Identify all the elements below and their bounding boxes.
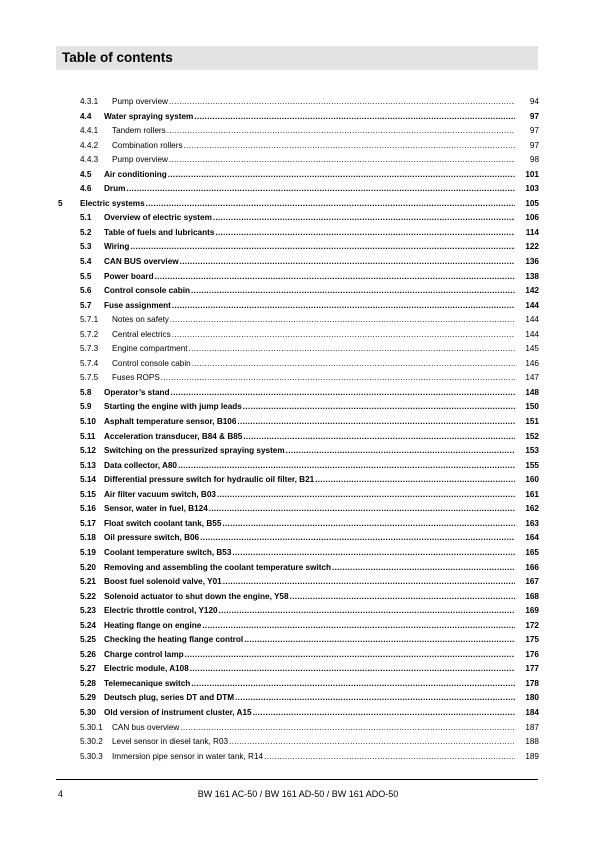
toc-entry-line (104, 284, 539, 299)
toc-entry-title: Electric module, A108 (104, 664, 189, 674)
toc-entry-page: 172 (525, 620, 539, 630)
toc-entry-number: 5.27 (80, 664, 96, 674)
toc-entry-number: 5.1 (80, 213, 92, 223)
toc-entry[interactable] (0, 473, 596, 488)
toc-entry-page: 144 (525, 329, 539, 339)
toc-leader-dots (171, 386, 515, 401)
toc-entry-title: Pump overview (112, 155, 168, 165)
toc-entry[interactable] (0, 430, 596, 445)
header-bar (56, 46, 538, 70)
toc-leader-dots (232, 546, 515, 561)
toc-entry-number: 5.4 (80, 257, 92, 267)
toc-leader-dots (243, 400, 515, 415)
toc-entry[interactable] (0, 153, 596, 168)
toc-entry-line (104, 546, 539, 561)
toc-entry-line (112, 371, 539, 386)
toc-entry-line (104, 633, 539, 648)
toc-entry-number: 5.7.5 (80, 373, 99, 383)
toc-entry-page: 188 (525, 737, 539, 747)
toc-entry-line (104, 270, 539, 285)
toc-entry[interactable] (0, 124, 596, 139)
toc-entry-line (112, 328, 539, 343)
toc-leader-dots (130, 240, 515, 255)
toc-leader-dots (286, 444, 515, 459)
toc-leader-dots (172, 328, 515, 343)
toc-entry-page: 168 (525, 591, 539, 601)
toc-entry-number: 4.4.1 (80, 126, 99, 136)
toc-leader-dots (290, 590, 515, 605)
toc-entry-title: Air filter vacuum switch, B03 (104, 489, 216, 499)
toc-entry-title: Tandem rollers (112, 126, 166, 136)
toc-entry[interactable] (0, 531, 596, 546)
toc-entry-line (104, 168, 539, 183)
toc-entry-line (104, 561, 539, 576)
toc-leader-dots (235, 691, 515, 706)
toc-entry[interactable] (0, 342, 596, 357)
toc-entry-number: 5.12 (80, 446, 96, 456)
toc-entry-number: 5.10 (80, 417, 96, 427)
toc-entry-title: Checking the heating flange control (104, 635, 244, 645)
toc-entry-line (104, 400, 539, 415)
toc-entry-title: Level sensor in diesel tank, R03 (112, 737, 229, 747)
toc-entry-number: 5.23 (80, 606, 96, 616)
toc-entry-title: Pump overview (112, 97, 168, 106)
toc-entry-line (104, 575, 539, 590)
toc-entry-page: 153 (525, 446, 539, 456)
toc-entry-title: Immersion pipe sensor in water tank, R14 (112, 751, 264, 761)
toc-entry-number: 4.3.1 (80, 97, 99, 106)
toc-entry-title: Asphalt temperature sensor, B106 (104, 417, 237, 427)
toc-entry-title: Control console cabin (104, 286, 190, 296)
toc-entry-number: 5.7 (80, 300, 92, 310)
toc-entry-title: Fuse assignment (104, 300, 171, 310)
toc-entry-line (112, 357, 539, 372)
toc-entry-page: 97 (529, 140, 539, 150)
toc-entry-line (104, 459, 539, 474)
toc-leader-dots (169, 153, 515, 168)
toc-entry-title: Electric systems (80, 198, 145, 208)
toc-entry[interactable] (0, 604, 596, 619)
toc-entry-title: Electric throttle control, Y120 (104, 606, 218, 616)
toc-entry-title: Boost fuel solenoid valve, Y01 (104, 577, 222, 587)
toc-entry-number: 5.2 (80, 227, 92, 237)
toc-entry[interactable] (0, 691, 596, 706)
toc-entry-page: 150 (525, 402, 539, 412)
toc-entry-line (104, 604, 539, 619)
toc-entry-number: 5.19 (80, 547, 96, 557)
toc-entry-title: Old version of instrument cluster, A15 (104, 707, 252, 717)
toc-leader-dots (192, 357, 515, 372)
toc-entry-number: 4.5 (80, 169, 92, 179)
toc-entry-title: Acceleration transducer, B84 & B85 (104, 431, 243, 441)
toc-entry-number: 5.6 (80, 286, 92, 296)
toc-entry-page: 187 (525, 722, 539, 732)
toc-entry[interactable] (0, 459, 596, 474)
toc-leader-dots (180, 721, 515, 736)
toc-leader-dots (213, 211, 515, 226)
toc-leader-dots (217, 488, 515, 503)
toc-leader-dots (194, 110, 515, 125)
toc-entry-page: 161 (525, 489, 539, 499)
toc-entry[interactable] (0, 488, 596, 503)
toc-leader-dots (191, 284, 515, 299)
toc-leader-dots (185, 648, 515, 663)
toc-entry[interactable] (0, 502, 596, 517)
toc-leader-dots (167, 124, 515, 139)
toc-entry[interactable] (0, 517, 596, 532)
toc-entry[interactable] (0, 546, 596, 561)
toc-entry[interactable] (0, 371, 596, 386)
toc-leader-dots (161, 371, 515, 386)
toc-entry-page: 164 (525, 533, 539, 543)
toc-leader-dots (332, 561, 515, 576)
toc-entry-title: Drum (104, 184, 126, 194)
toc-entry-line (112, 313, 539, 328)
toc-entry-page: 151 (525, 417, 539, 427)
toc-entry-page: 138 (525, 271, 539, 281)
toc-entry-page: 177 (525, 664, 539, 674)
toc-entry[interactable] (0, 255, 596, 270)
toc-leader-dots (223, 575, 515, 590)
toc-entry-title: Air conditioning (104, 169, 167, 179)
toc-entry[interactable] (0, 226, 596, 241)
toc-entry-line (104, 444, 539, 459)
toc-entry[interactable] (0, 633, 596, 648)
toc-entry-number: 5.24 (80, 620, 96, 630)
toc-entry-number: 5.11 (80, 431, 96, 441)
toc-entry-title: Coolant temperature switch, B53 (104, 547, 232, 557)
toc-entry-title: Removing and assembling the coolant temperature switch (104, 562, 332, 572)
toc-leader-dots (172, 299, 515, 314)
toc-entry-page: 169 (525, 606, 539, 616)
toc-entry-line (112, 153, 539, 168)
toc-entry-line (104, 619, 539, 634)
toc-entry-number: 5.25 (80, 635, 96, 645)
toc-entry-line (112, 342, 539, 357)
toc-entry[interactable] (0, 619, 596, 634)
toc-leader-dots (189, 342, 515, 357)
toc-entry-number: 5.30 (80, 707, 96, 717)
toc-entry-number: 5.30.3 (80, 751, 103, 761)
toc-entry-page: 148 (525, 387, 539, 397)
toc-entry[interactable] (0, 590, 596, 605)
toc-leader-dots (155, 270, 515, 285)
toc-entry-line (104, 590, 539, 605)
toc-leader-dots (209, 502, 515, 517)
toc-entry-number: 5.18 (80, 533, 96, 543)
toc-entry-title: Overview of electric system (104, 213, 212, 223)
toc-entry-title: Central electrics (112, 329, 171, 339)
toc-entry-number: 5.7.1 (80, 315, 99, 325)
toc-entry-title: Sensor, water in fuel, B124 (104, 504, 208, 514)
toc-entry-title: Starting the engine with jump leads (104, 402, 242, 412)
toc-leader-dots (126, 182, 515, 197)
toc-leader-dots (178, 459, 515, 474)
toc-entry[interactable] (0, 735, 596, 750)
footer-page-number: 4 (58, 789, 64, 799)
toc-entry-number: 5.26 (80, 649, 96, 659)
toc-leader-dots (202, 619, 515, 634)
toc-entry[interactable] (0, 721, 596, 736)
toc-entry[interactable] (0, 444, 596, 459)
toc-entry-page: 98 (529, 155, 539, 165)
toc-entry-line (112, 95, 539, 110)
toc-entry-page: 166 (525, 562, 539, 572)
toc-entry-title: Engine compartment (112, 344, 188, 354)
toc-entry-number: 5.13 (80, 460, 96, 470)
toc-entry-page: 160 (525, 475, 539, 485)
toc-leader-dots (191, 677, 515, 692)
toc-leader-dots (184, 139, 515, 154)
toc-entry[interactable] (0, 400, 596, 415)
toc-entry-number: 5.7.2 (80, 329, 99, 339)
toc-entry-line (112, 735, 539, 750)
toc-entry-line (80, 197, 539, 212)
toc-entry-number: 5.28 (80, 678, 96, 688)
toc-leader-dots (180, 255, 515, 270)
toc-entry-page: 144 (525, 315, 539, 325)
toc-entry-number: 5 (58, 198, 63, 208)
toc-entry-number: 4.4.2 (80, 140, 99, 150)
toc-entry-line (104, 662, 539, 677)
toc-entry[interactable] (0, 110, 596, 125)
toc-leader-dots (222, 517, 515, 532)
toc-entry-page: 144 (525, 300, 539, 310)
toc-entry-page: 189 (525, 751, 539, 761)
toc-entry-title: Water spraying system (104, 111, 194, 121)
toc-entry-page: 178 (525, 678, 539, 688)
toc-entry-title: CAN BUS overview (104, 257, 179, 267)
toc-entry[interactable] (0, 240, 596, 255)
toc-entry-number: 5.15 (80, 489, 96, 499)
toc-entry-page: 145 (525, 344, 539, 354)
toc-leader-dots (264, 750, 515, 765)
toc-entry-line (104, 677, 539, 692)
toc-entry-title: Notes on safety (112, 315, 169, 325)
toc-entry-page: 180 (525, 693, 539, 703)
toc-entry-page: 175 (525, 635, 539, 645)
toc-entry-title: Differential pressure switch for hydraulic oil filter, B21 (104, 475, 315, 485)
toc-entry-line (104, 502, 539, 517)
toc-entry-page: 122 (525, 242, 539, 252)
toc-entry-line (112, 750, 539, 765)
toc-entry-line (104, 430, 539, 445)
toc-entry-number: 5.14 (80, 475, 96, 485)
toc-entry-line (104, 226, 539, 241)
toc-entry[interactable] (0, 182, 596, 197)
toc-entry[interactable] (0, 561, 596, 576)
toc-leader-dots (215, 226, 515, 241)
toc-entry[interactable] (0, 168, 596, 183)
toc-entry-page: 103 (525, 184, 539, 194)
toc-leader-dots (168, 168, 515, 183)
toc-entry-number: 5.29 (80, 693, 96, 703)
toc-entry-line (104, 211, 539, 226)
toc-entry-title: Solenoid actuator to shut down the engine, Y58 (104, 591, 289, 601)
toc-entry-line (104, 648, 539, 663)
toc-entry-page: 106 (525, 213, 539, 223)
toc-entry-line (104, 531, 539, 546)
toc-entry[interactable] (0, 386, 596, 401)
toc-entry-page: 152 (525, 431, 539, 441)
toc-entry-line (112, 721, 539, 736)
page-title: Table of contents (62, 50, 173, 65)
toc-entry-title: Control console cabin (112, 358, 191, 368)
toc-entry-page: 142 (525, 286, 539, 296)
toc-entry-page: 94 (529, 97, 539, 106)
toc-leader-dots (146, 197, 515, 212)
toc-leader-dots (243, 430, 515, 445)
footer-divider (56, 779, 538, 780)
toc-entry-title: Deutsch plug, series DT and DTM (104, 693, 235, 703)
toc-entry-number: 5.20 (80, 562, 96, 572)
toc-entry-title: Heating flange on engine (104, 620, 202, 630)
toc-entry-line (104, 182, 539, 197)
toc-entry-line (104, 517, 539, 532)
toc-entry-page: 176 (525, 649, 539, 659)
toc-entry-title: Power board (104, 271, 154, 281)
toc-entry-page: 184 (525, 707, 539, 717)
toc-entry-number: 5.30.1 (80, 722, 103, 732)
toc-entry-number: 4.4 (80, 111, 92, 121)
toc-entry-page: 114 (525, 227, 539, 237)
toc-leader-dots (169, 95, 515, 110)
toc-entry-page: 136 (525, 257, 539, 267)
toc-entry-number: 5.9 (80, 402, 92, 412)
toc-entry-page: 163 (525, 518, 539, 528)
toc-entry-title: Oil pressure switch, B06 (104, 533, 200, 543)
toc-entry-title: Table of fuels and lubricants (104, 227, 215, 237)
toc-entry-page: 162 (525, 504, 539, 514)
toc-entry[interactable] (0, 284, 596, 299)
toc-entry-title: Float switch coolant tank, B55 (104, 518, 222, 528)
toc-entry-line (104, 488, 539, 503)
toc-entry-title: Telemecanique switch (104, 678, 191, 688)
toc-entry[interactable] (0, 299, 596, 314)
toc-entry-line (104, 110, 539, 125)
table-of-contents (0, 95, 596, 764)
toc-entry[interactable] (0, 270, 596, 285)
toc-entry-line (104, 386, 539, 401)
toc-entry-title: Data collector, A80 (104, 460, 177, 470)
toc-entry[interactable] (0, 662, 596, 677)
toc-entry-line (112, 124, 539, 139)
toc-entry-line (104, 240, 539, 255)
toc-entry-title: Fuses ROPS (112, 373, 160, 383)
toc-leader-dots (219, 604, 515, 619)
toc-entry[interactable] (0, 750, 596, 765)
toc-entry-page: 167 (525, 577, 539, 587)
toc-entry-page: 165 (525, 547, 539, 557)
toc-entry[interactable] (0, 575, 596, 590)
toc-leader-dots (190, 662, 515, 677)
toc-leader-dots (170, 313, 515, 328)
toc-entry-number: 5.7.4 (80, 358, 99, 368)
toc-entry-number: 5.5 (80, 271, 92, 281)
toc-entry-number: 4.4.3 (80, 155, 99, 165)
toc-entry-number: 5.16 (80, 504, 96, 514)
toc-entry[interactable] (0, 677, 596, 692)
toc-leader-dots (200, 531, 515, 546)
toc-entry-page: 97 (529, 126, 539, 136)
toc-leader-dots (253, 706, 515, 721)
toc-entry-line (104, 473, 539, 488)
toc-entry[interactable] (0, 139, 596, 154)
toc-entry-page: 146 (525, 358, 539, 368)
toc-entry-page: 147 (525, 373, 539, 383)
toc-entry-title: Combination rollers (112, 140, 183, 150)
toc-entry-number: 5.7.3 (80, 344, 99, 354)
toc-entry-page: 97 (529, 111, 539, 121)
toc-entry[interactable] (0, 211, 596, 226)
toc-entry[interactable] (0, 328, 596, 343)
toc-entry-number: 5.21 (80, 577, 96, 587)
toc-leader-dots (229, 735, 515, 750)
toc-entry-number: 5.30.2 (80, 737, 103, 747)
toc-entry-page: 101 (525, 169, 539, 179)
toc-leader-dots (315, 473, 515, 488)
toc-entry-number: 5.22 (80, 591, 96, 601)
toc-entry-number: 5.17 (80, 518, 96, 528)
toc-entry-line (104, 706, 539, 721)
toc-entry-line (104, 299, 539, 314)
toc-entry-page: 105 (525, 198, 539, 208)
toc-entry-number: 5.3 (80, 242, 92, 252)
toc-entry[interactable] (0, 415, 596, 430)
toc-entry[interactable] (0, 313, 596, 328)
toc-entry-line (104, 415, 539, 430)
toc-entry-line (112, 139, 539, 154)
toc-entry-page: 155 (525, 460, 539, 470)
toc-entry-title: Wiring (104, 242, 130, 252)
toc-entry-line (104, 255, 539, 270)
toc-entry-title: Charge control lamp (104, 649, 184, 659)
footer-document-title: BW 161 AC-50 / BW 161 AD-50 / BW 161 ADO-50 (197, 789, 399, 799)
toc-entry-line (104, 691, 539, 706)
toc-entry-number: 4.6 (80, 184, 92, 194)
toc-leader-dots (244, 633, 515, 648)
toc-entry[interactable] (0, 197, 596, 212)
toc-entry[interactable] (0, 357, 596, 372)
toc-entry-number: 5.8 (80, 387, 92, 397)
toc-entry[interactable] (0, 95, 596, 110)
toc-entry-title: Switching on the pressurized spraying system (104, 446, 285, 456)
toc-entry-title: Operator’s stand (104, 387, 170, 397)
toc-entry-title: CAN bus overview (112, 722, 180, 732)
toc-entry[interactable] (0, 706, 596, 721)
toc-leader-dots (237, 415, 515, 430)
toc-entry[interactable] (0, 648, 596, 663)
